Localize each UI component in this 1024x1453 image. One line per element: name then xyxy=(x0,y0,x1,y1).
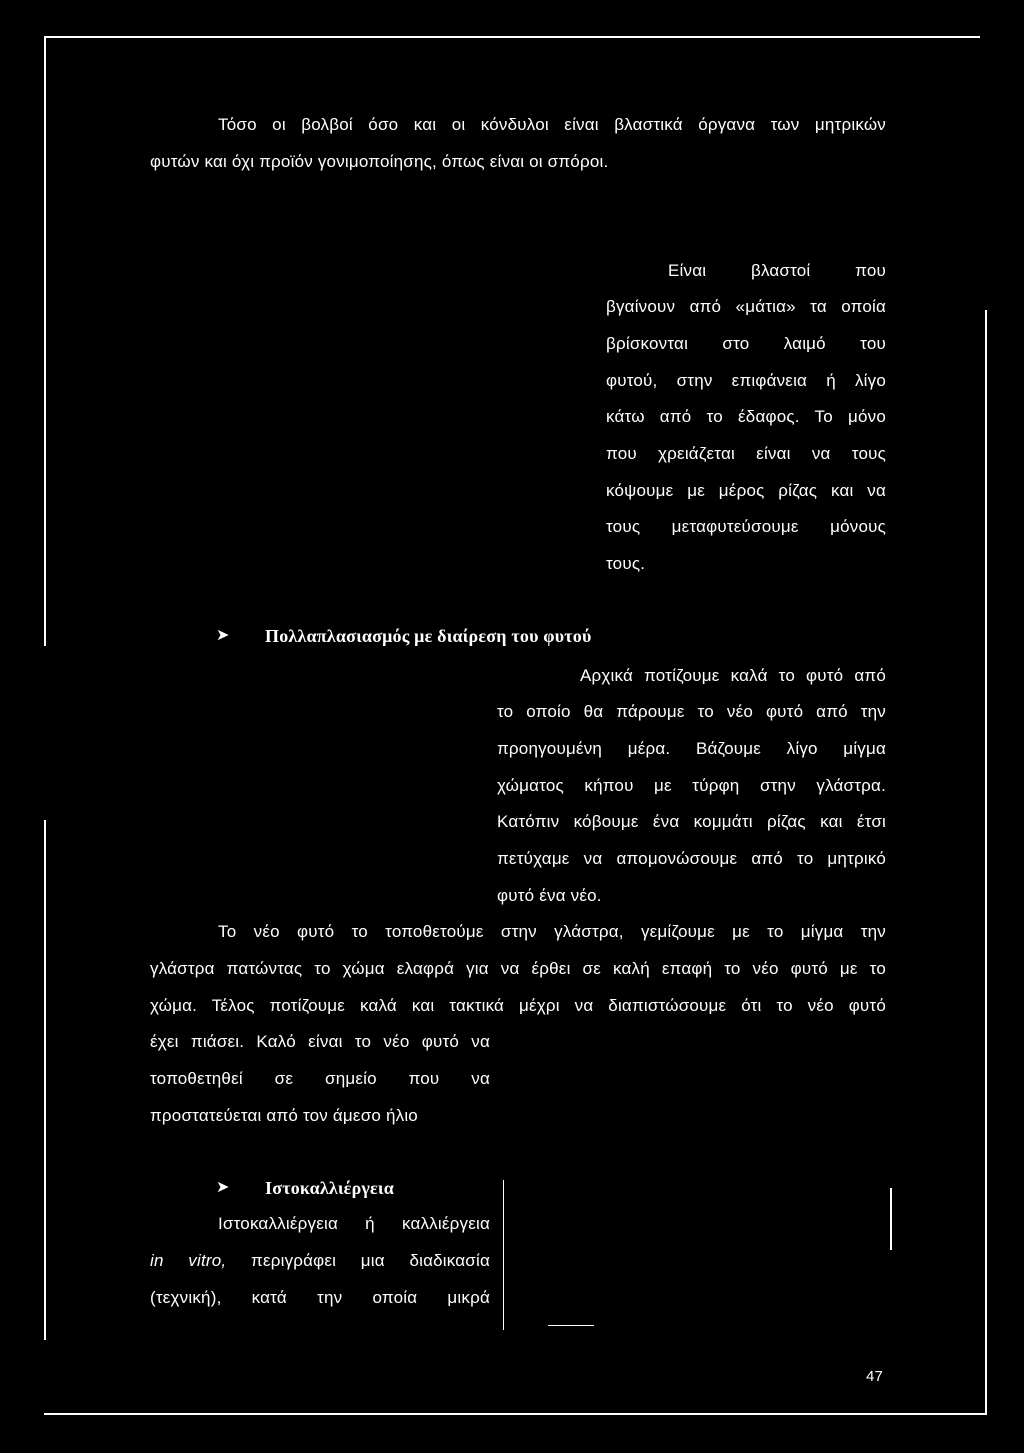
paragraph1-line2: φυτών και όχι προϊόν γονιμοποίησης, όπως είναι οι σπόροι. xyxy=(150,152,609,171)
section1-line6: πετύχαμε να απομονώσουμε από το μητρικό xyxy=(497,849,886,868)
left-border xyxy=(44,36,46,646)
paragraph2-line4: φυτού, στην επιφάνεια ή λίγο xyxy=(606,371,886,390)
paragraph2-line7: κόψουμε με μέρος ρίζας και να xyxy=(606,481,886,500)
paragraph2-line2: βγαίνουν από «μάτια» τα οποία xyxy=(606,297,886,316)
paragraph3-line6: προστατεύεται από τον άμεσο ήλιο xyxy=(150,1106,418,1125)
section2-line2 xyxy=(150,1250,490,1272)
paragraph2-line5: κάτω από το έδαφος. Το μόνο xyxy=(606,407,886,426)
section2-line2-rest: περιγράφει μια διαδικασία xyxy=(226,1251,490,1270)
paragraph2-line9: τους. xyxy=(606,554,646,573)
section1-line1: Αρχικά ποτίζουμε καλά το φυτό από xyxy=(580,666,886,685)
section2-line2-italic: in vitro, xyxy=(150,1251,227,1270)
section1-line4: χώματος κήπου με τύρφη στην γλάστρα. xyxy=(497,776,886,795)
paragraph1-line1: Τόσο οι βολβοί όσο και οι κόνδυλοι είναι βλαστικά όργανα των μητρικών xyxy=(218,115,886,134)
paragraph2-line3: βρίσκονται στο λαιμό του xyxy=(606,334,886,353)
paragraph3-line1: Το νέο φυτό το τοποθετούμε στην γλάστρα, γεμίζουμε με το μίγμα την xyxy=(218,922,886,941)
section2-bullet-icon: ➤ xyxy=(216,1179,230,1196)
paragraph3-line5: τοποθετηθεί σε σημείο που να xyxy=(150,1069,490,1088)
paragraph3-line2: γλάστρα πατώντας το χώμα ελαφρά για να έρθει σε καλή επαφή το νέο φυτό με το xyxy=(150,959,886,978)
section2-line1: Ιστοκαλλιέργεια ή καλλιέργεια xyxy=(218,1214,490,1233)
image-frame-bottom xyxy=(548,1325,594,1326)
paragraph3-line3: χώμα. Τέλος ποτίζουμε καλά και τακτικά μέχρι να διαπιστώσουμε ότι το νέο φυτό xyxy=(150,996,886,1015)
paragraph2-line6: που χρειάζεται είναι να τους xyxy=(606,444,886,463)
image-frame-left xyxy=(503,1180,504,1330)
section1-heading: Πολλαπλασιασμός με διαίρεση του φυτού xyxy=(265,626,592,646)
section2-heading: Ιστοκαλλιέργεια xyxy=(265,1178,394,1198)
left-border-lower xyxy=(44,820,46,1340)
top-border xyxy=(44,36,980,38)
bottom-border xyxy=(44,1413,985,1415)
section1-line5: Κατόπιν κόβουμε ένα κομμάτι ρίζας και έτσι xyxy=(497,812,886,831)
section1-bullet-icon: ➤ xyxy=(216,627,230,644)
section1-line2: το οποίο θα πάρουμε το νέο φυτό από την xyxy=(497,702,886,721)
paragraph2-line1: Είναι βλαστοί που xyxy=(668,261,886,280)
right-border xyxy=(985,310,987,1415)
image-frame-right xyxy=(890,1188,892,1250)
paragraph2-line8: τους μεταφυτεύσουμε μόνους xyxy=(606,517,886,536)
section1-line3: προηγουμένη μέρα. Βάζουμε λίγο μίγμα xyxy=(497,739,886,758)
section2-line3: (τεχνική), κατά την οποία μικρά xyxy=(150,1288,490,1307)
page-number: 47 xyxy=(866,1368,884,1385)
paragraph3-line4: έχει πιάσει. Καλό είναι το νέο φυτό να xyxy=(150,1032,490,1051)
section1-line7: φυτό ένα νέο. xyxy=(497,886,602,905)
